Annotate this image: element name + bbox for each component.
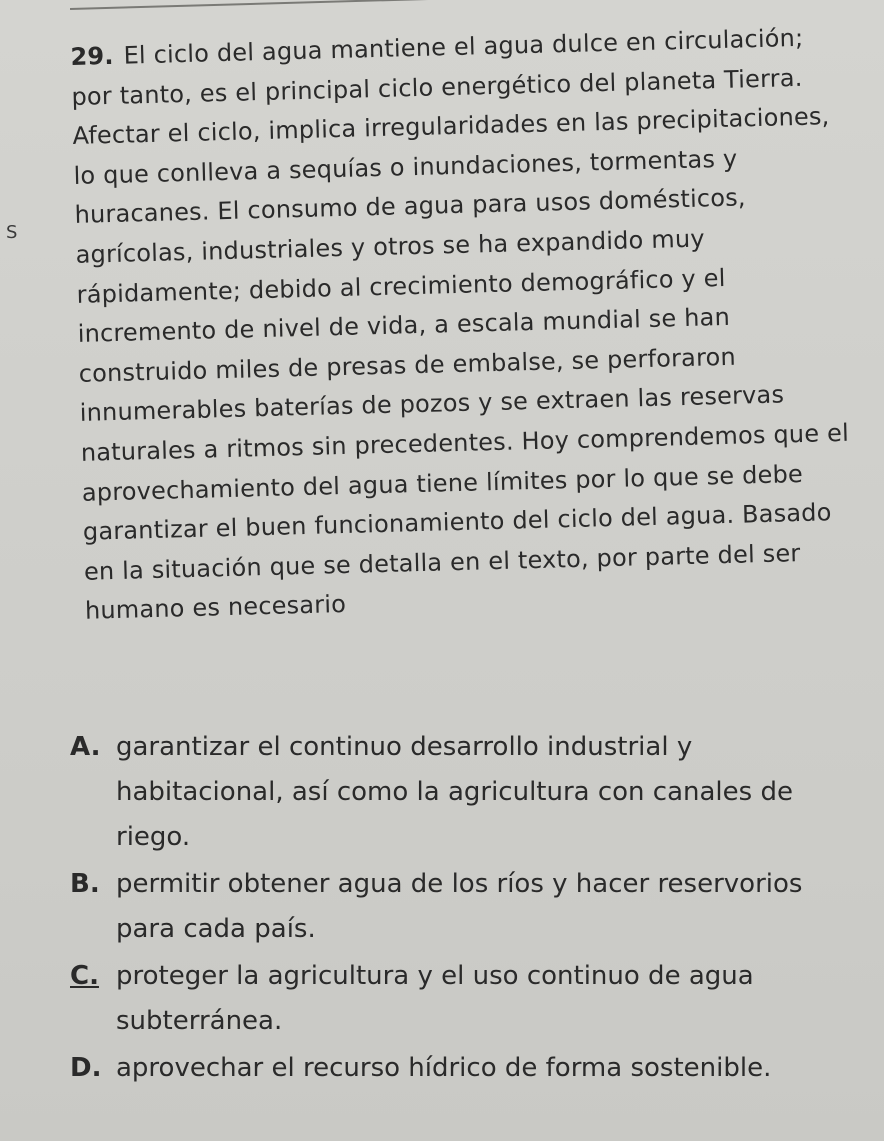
option-text: aprovechar el recurso hídrico de forma sostenible.	[116, 1053, 772, 1083]
top-rule	[70, 0, 884, 10]
option-text: proteger la agricultura y el uso continuo de agua subterránea.	[116, 961, 754, 1036]
question-text: El ciclo del agua mantiene el agua dulce en circulación; por tanto, es el principal ciclo energético del planeta Tierra. Afectar el ciclo, implica irregularidades en las precipitaciones, lo que conlleva a sequías o inundaciones, tormentas y huracanes. El consumo de agua para usos domésticos, agrícolas, industriales y otros se ha expandido muy rápidamente; debido al crecimiento demográfico y el incremento de nivel de vida, a escala mundial se han construido miles de presas de embalse, se perforaron innumerables baterías de pozos y se extraen las reservas naturales a ritmos sin precedentes. Hoy comprendemos que el aprovechamiento del agua tiene límites por lo que se debe garantizar el buen funcionamiento del ciclo del agua. Basado en la situación que se detalla en el texto, por parte del ser humano es necesario	[71, 23, 850, 626]
option-text: permitir obtener agua de los ríos y hacer reservorios para cada país.	[116, 869, 803, 944]
option-d[interactable]	[70, 1046, 860, 1091]
option-b[interactable]	[70, 862, 860, 952]
margin-mark: S	[6, 222, 18, 243]
option-letter: D.	[70, 1053, 102, 1083]
option-letter: B.	[70, 869, 100, 899]
option-a[interactable]	[70, 725, 860, 860]
option-text: garantizar el continuo desarrollo industrial y habitacional, así como la agricultura con canales de riego.	[116, 732, 793, 852]
question-block	[70, 18, 865, 632]
question-number: 29.	[70, 41, 114, 71]
option-c[interactable]	[70, 954, 860, 1044]
answer-options	[70, 725, 860, 1091]
option-letter: C.	[70, 961, 99, 991]
option-letter: A.	[70, 732, 101, 762]
